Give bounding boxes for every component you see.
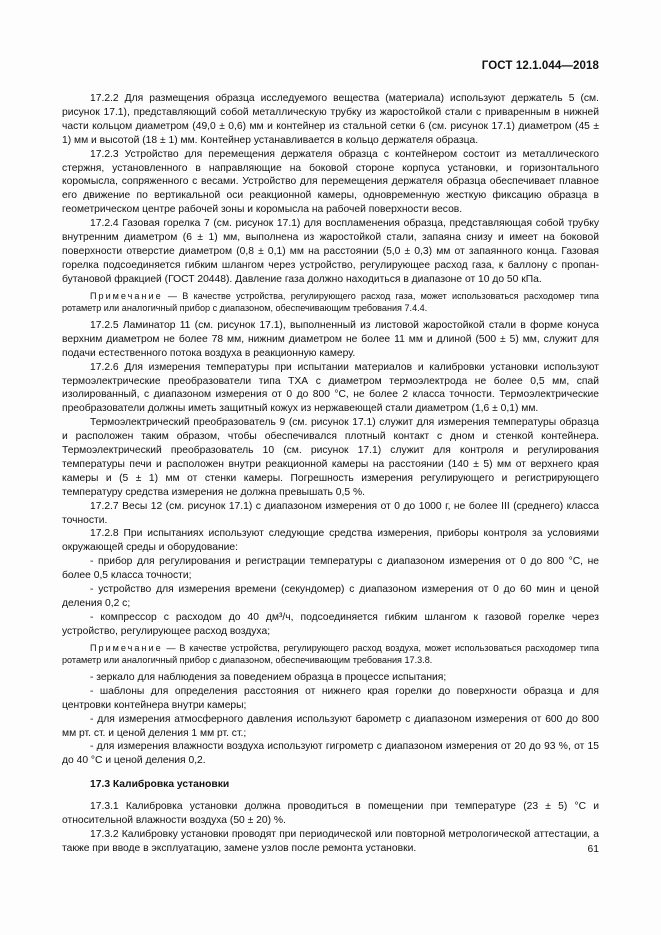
paragraph-17-2-7: 17.2.7 Весы 12 (см. рисунок 17.1) с диапазоном измерения от 0 до 1000 г, не более III (среднего) класса точности. (62, 500, 599, 526)
note-gas-flow (62, 290, 599, 315)
list-item: - устройство для измерения времени (секундомер) с диапазоном измерения от 0 до 60 мин и ценой деления 0,2 с; (62, 584, 599, 609)
list-item: - зеркало для наблюдения за поведением образца в процессе испытания; (90, 671, 447, 683)
list-item: - компрессор с расходом до 40 дм³/ч, подсоединяется гибким шлангом к газовой горелке через устройство, регулирующее расход воздуха; (62, 611, 599, 637)
list-item: - для измерения влажности воздуха используют гигрометр с диапазоном измерения от 20 до 93 %, от 15 до 40 °С и ценой деления 0,2. (62, 741, 599, 767)
paragraph-17-2-2: 17.2.2 Для размещения образца исследуемого вещества (материала) используют держатель 5 (см. рисунок 17.1), представляющий собой металлическую трубку из жаростойкой стали с приваренным в нижней части кольцом диаметром (49,0 ± 0,6) мм и контейнер из стальной сетки 6 (см. рисунок 17.1) диаметром (45 ± 1) мм и высотой (18 ± 1) мм. Контейнер устанавливается в кольцо держателя образца. (62, 93, 599, 146)
paragraph-thermocouple: Термоэлектрический преобразователь 9 (см. рисунок 17.1) служит для измерения температуры образца и расположен таким образом, чтобы обеспечивался плотный контакт с дном и стенкой контейнера. Термоэлектрический преобразователь 10 (см. рисунок 17.1) служит для контроля и регулирования температуры печи и расположен внутри реакционной камеры на расстоянии (140 ± 5) мм от верхнего края камеры и (5 ± 1) мм от стенки камеры. Погрешность измерения регулирующего и регистрирующего температуру средства измерения не должна превышать 0,5 %. (62, 417, 599, 498)
paragraph-17-3-2: 17.3.2 Калибровку установки проводят при периодической или повторной метрологической аттестации, а также при вводе в эксплуатацию, замене узлов после ремонта установки. (62, 829, 599, 854)
paragraph-17-3-1: 17.3.1 Калибровка установки должна проводиться в помещении при температуре (23 ± 5) °С и относительной влажности воздуха (50 ± 20) %. (62, 801, 599, 827)
list-item: - прибор для регулирования и регистрации температуры с диапазоном измерения от 0 до 800 °С, не более 0,5 класса точности; (62, 556, 599, 582)
paragraph-17-2-6: 17.2.6 Для измерения температуры при испытании материалов и калибровки установки используют термоэлектрические преобразователи типа ТХА с диаметром термоэлектрода не более 0,5 мм, спай изолированный, с диапазоном измерения от 0 до 800 °С, не более 2 класса точности. Термоэлектрические преобразователи должны иметь защитный кожух из нержавеющей стали диаметром (1,6 ± 0,1) мм. (62, 361, 599, 415)
note-text: — В качестве устройства, регулирующего расход воздуха, может использоваться расходомер типа ротаметр или аналогичный прибор с диапазоном, обеспечивающим требования 17.3.8. (62, 642, 599, 666)
page-number: 61 (587, 844, 599, 855)
note-air-flow (62, 642, 599, 667)
list-item: - шаблоны для определения расстояния от нижнего края горелки до поверхности образца и для центровки контейнера внутри камеры; (62, 685, 599, 711)
paragraph-17-2-8: 17.2.8 При испытаниях используют следующие средства измерения, приборы контроля за условиями окружающей среды и оборудование: (62, 528, 599, 554)
list-item: - для измерения атмосферного давления используют барометр с диапазоном измерения от 600 до 800 мм рт. ст. и ценой деления 1 мм рт. ст.; (62, 713, 599, 739)
paragraph-17-2-5: 17.2.5 Ламинатор 11 (см. рисунок 17.1), выполненный из листовой жаростойкой стали в форме конуса верхним диаметром не более 78 мм, нижним диаметром не более 11 мм и длиной (500 ± 5) мм, служит для подачи естественного потока воздуха в реакционную камеру. (62, 319, 599, 359)
note-text: — В качестве устройства, регулирующего расход газа, может использоваться расходомер типа ротаметр или аналогичный прибор с диапазоном, обеспечивающим требования 7.4.4. (62, 290, 599, 314)
note-label: Примечание (90, 290, 163, 301)
document-code-header: ГОСТ 12.1.044—2018 (481, 60, 599, 72)
paragraph-17-2-3: 17.2.3 Устройство для перемещения держателя образца с контейнером состоит из металлического стержня, установленного в направляющие на боковой стороне корпуса установки, и горизонтального коромысла, сопряженного с весами. Устройство для перемещения держателя образца обеспечивает плавное его движение по вертикальной оси реакционной камеры, одновременную жесткую фиксацию образца в геометрическом центре рабочей зоны и коромысла на рабочей поверхности весов. (62, 148, 599, 216)
note-label: Примечание (90, 642, 163, 653)
paragraph-17-2-4: 17.2.4 Газовая горелка 7 (см. рисунок 17.1) для воспламенения образца, представляющая собой трубку внутренним диаметром (6 ± 1) мм, выполнена из жаростойкой стали, запаяна снизу и имеет на боковой поверхности отверстие диаметром (0,8 ± 0,1) мм на расстоянии (5,0 ± 0,3) мм от запаянного конца. Газовая горелка подсоединяется гибким шлангом через устройство, регулирующее расход газа, к баллону с пропан-бутановой фракцией (ГОСТ 20448). Давление газа должно находиться в диапазоне от 10 до 50 кПа. (62, 218, 599, 285)
section-heading: 17.3 Калибровка установки (90, 779, 230, 791)
